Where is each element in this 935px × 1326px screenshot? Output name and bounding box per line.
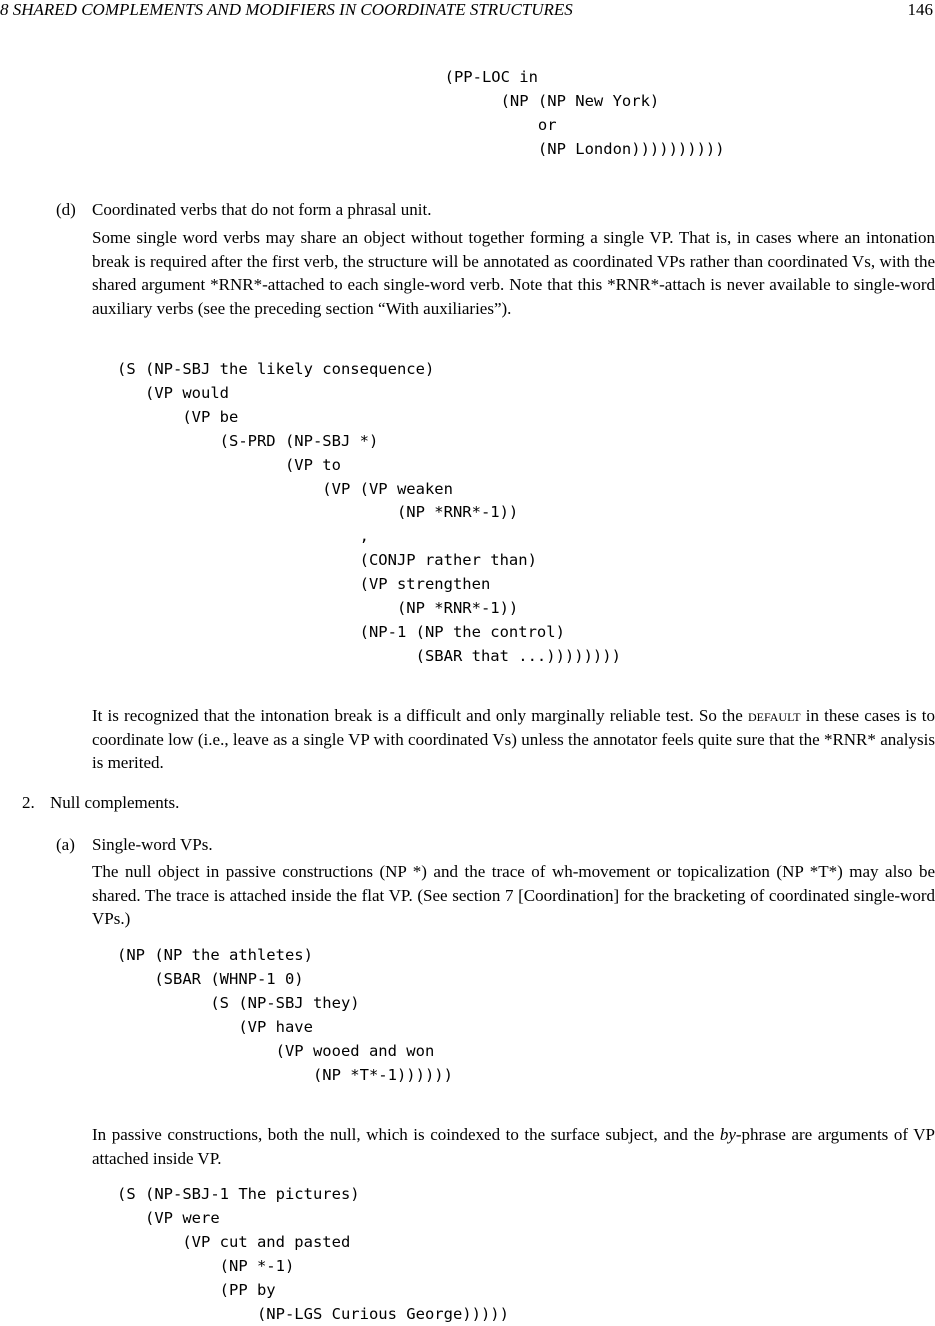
item-marker-d: (d)	[56, 200, 76, 219]
item-d-paragraph-2: It is recognized that the intonation break is a difficult and only marginally reliable test. So the default in these cases is to coordinate low (i.e., leave as a single VP with coordinated Vs) unless the annotator feels quite sure that the *RNR* analysis is merited.	[92, 706, 935, 772]
code-block-continuation: (PP-LOC in (NP (NP New York) or (NP London))))))))))	[118, 68, 725, 158]
item-d-paragraph: Some single word verbs may share an object without together forming a single VP. That is, in cases where an intonation break is required after the first verb, the structure will be annotated as coordinated VPs rather than coordinated Vs, with the shared argument *RNR*-attached to each single-word verb. Note that this *RNR*-attach is never available to single-word auxiliary verbs (see the preceding section “With auxiliaries”).	[92, 228, 935, 318]
item-a-paragraph: The null object in passive constructions (NP *) and the trace of wh-movement or topicalization (NP *T*) may also be shared. The trace is attached inside the flat VP. (See section 7 [Coordination] for the bracketing of coordinated single-word VPs.)	[92, 862, 935, 928]
item-marker-2: 2.	[22, 793, 35, 812]
page-number: 146	[907, 0, 933, 19]
running-header	[0, 0, 935, 22]
default-keyword: default	[747, 706, 801, 725]
code-block-passive-example: (S (NP-SBJ-1 The pictures) (VP were (VP cut and pasted (NP *-1) (PP by (NP-LGS Curious George)))))	[117, 1185, 509, 1323]
item-a-paragraph-2: In passive constructions, both the null, which is coindexed to the surface subject, and the by-phrase are arguments of VP attached inside VP.	[92, 1125, 935, 1168]
item-d-title: Coordinated verbs that do not form a phrasal unit.	[92, 200, 432, 219]
code-block-trace-example: (NP (NP the athletes) (SBAR (WHNP-1 0) (S (NP-SBJ they) (VP have (VP wooed and won (NP *T*-1))))))	[117, 946, 453, 1084]
code-block-rnr-example: (S (NP-SBJ the likely consequence) (VP would (VP be (S-PRD (NP-SBJ *) (VP to (VP (VP weaken (NP *RNR*-1)) , (CONJP rather than) (VP strengthen (NP *RNR*-1)) (NP-1 (NP the control) (SBAR that ...))))))))	[117, 360, 621, 665]
item-2-title: Null complements.	[50, 793, 180, 812]
item-a-title: Single-word VPs.	[92, 835, 213, 854]
item-marker-a: (a)	[56, 835, 75, 854]
header-title: 8 SHARED COMPLEMENTS AND MODIFIERS IN COORDINATE STRUCTURES	[0, 0, 573, 19]
by-keyword: by	[719, 1125, 736, 1144]
